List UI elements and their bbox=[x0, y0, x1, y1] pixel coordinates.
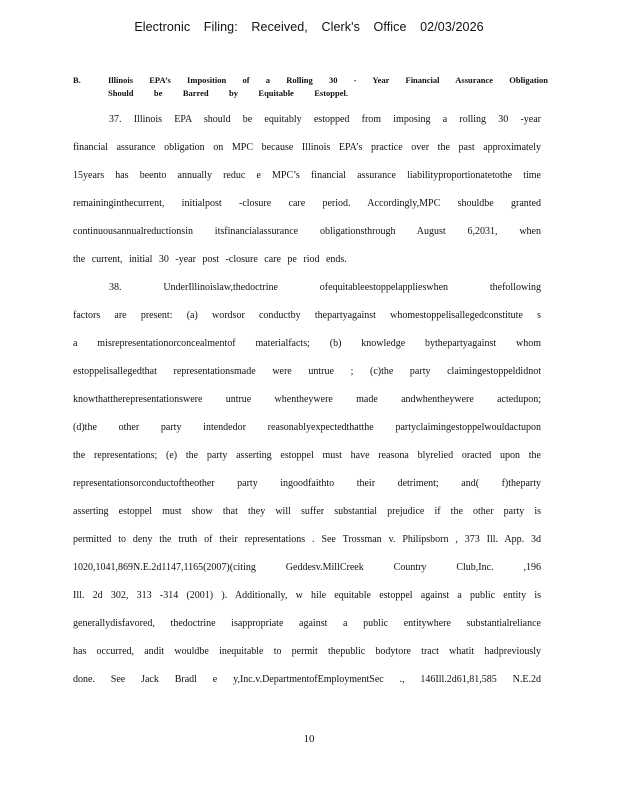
filing-stamp-header: Electronic Filing: Received, Clerk's Office 02/03/2026 bbox=[134, 20, 484, 34]
paragraph-38-line: factors are present: (a) wordsor conductby thepartyagainst whomestoppelisallegedconstitute s bbox=[73, 310, 541, 321]
paragraph-38-line: permitted to deny the truth of their representations . See Trossman v. Philipsborn , 373 Ill. App. 3d bbox=[73, 534, 541, 545]
paragraph-38-line: 38. UnderIllinoislaw,thedoctrine ofequitableestoppelapplieswhen thefollowing bbox=[109, 282, 541, 293]
paragraph-38-line: done. See Jack Bradl e y,Inc.v.DepartmentofEmploymentSec ., 146Ill.2d61,81,585 N.E.2d bbox=[73, 674, 541, 685]
paragraph-38-line: a misrepresentationorconcealmentof materialfacts; (b) knowledge bythepartyagainst whom bbox=[73, 338, 541, 349]
paragraph-37-line: 15years has beento annually reduc e MPC’s financial assurance liabilityproportionatetothe time bbox=[73, 170, 541, 181]
page-number: 10 bbox=[303, 733, 315, 745]
paragraph-38-line: has occurred, andit wouldbe inequitable to permit thepublic bodytore tract whatit hadpreviously bbox=[73, 646, 541, 657]
section-title-line-1: Illinois EPA’s Imposition of a Rolling 30 - Year Financial Assurance Obligation bbox=[108, 75, 548, 85]
section-title-line-2: Should be Barred by Equitable Estoppel. bbox=[108, 88, 348, 98]
paragraph-38-line: Ill. 2d 302, 313 -314 (2001) ). Additionally, w hile equitable estoppel against a public entity is bbox=[73, 590, 541, 601]
paragraph-38-line: asserting estoppel must show that they will suffer substantial prejudice if the other party is bbox=[73, 506, 541, 517]
paragraph-38-line: estoppelisallegedthat representationsmade were untrue ; (c)the party claimingestoppeldidnot bbox=[73, 366, 541, 377]
line-text: financial assurance obligation on MPC because Illinois EPA’s practice over the past approximately bbox=[73, 142, 541, 153]
paragraph-38-line: (d)the other party intendedor reasonablyexpectedthatthe partyclaimingestoppelwouldactupon bbox=[73, 422, 541, 433]
section-letter: B. bbox=[73, 75, 81, 85]
paragraph-37-line: continuousannualreductionsin itsfinancialassurance obligationsthrough August 6,2031, when bbox=[73, 226, 541, 237]
paragraph-37-line bbox=[73, 141, 541, 155]
paragraph-37-line: 37. Illinois EPA should be equitably estopped from imposing a rolling 30 -year bbox=[109, 114, 541, 125]
paragraph-38-line: 1020,1041,869N.E.2d1147,1165(2007)(citing Geddesv.MillCreek Country Club,Inc. ,196 bbox=[73, 562, 541, 573]
paragraph-38-line: knowthattherepresentationswere untrue whentheywere made andwhentheywere actedupon; bbox=[73, 394, 541, 405]
paragraph-38-line: the representations; (e) the party asserting estoppel must have reasona blyrelied oracted upon the bbox=[73, 450, 541, 461]
paragraph-37-line: the current, initial 30 -year post -closure care pe riod ends. bbox=[73, 254, 347, 265]
paragraph-37-line: remaininginthecurrent, initialpost -closure care period. Accordingly,MPC shouldbe granted bbox=[73, 198, 541, 209]
paragraph-38-line: generallydisfavored, thedoctrine isappropriate against a public entitywhere substantialreliance bbox=[73, 618, 541, 629]
paragraph-38-line: representationsorconductoftheother party ingoodfaithto their detriment; and( f)theparty bbox=[73, 478, 541, 489]
